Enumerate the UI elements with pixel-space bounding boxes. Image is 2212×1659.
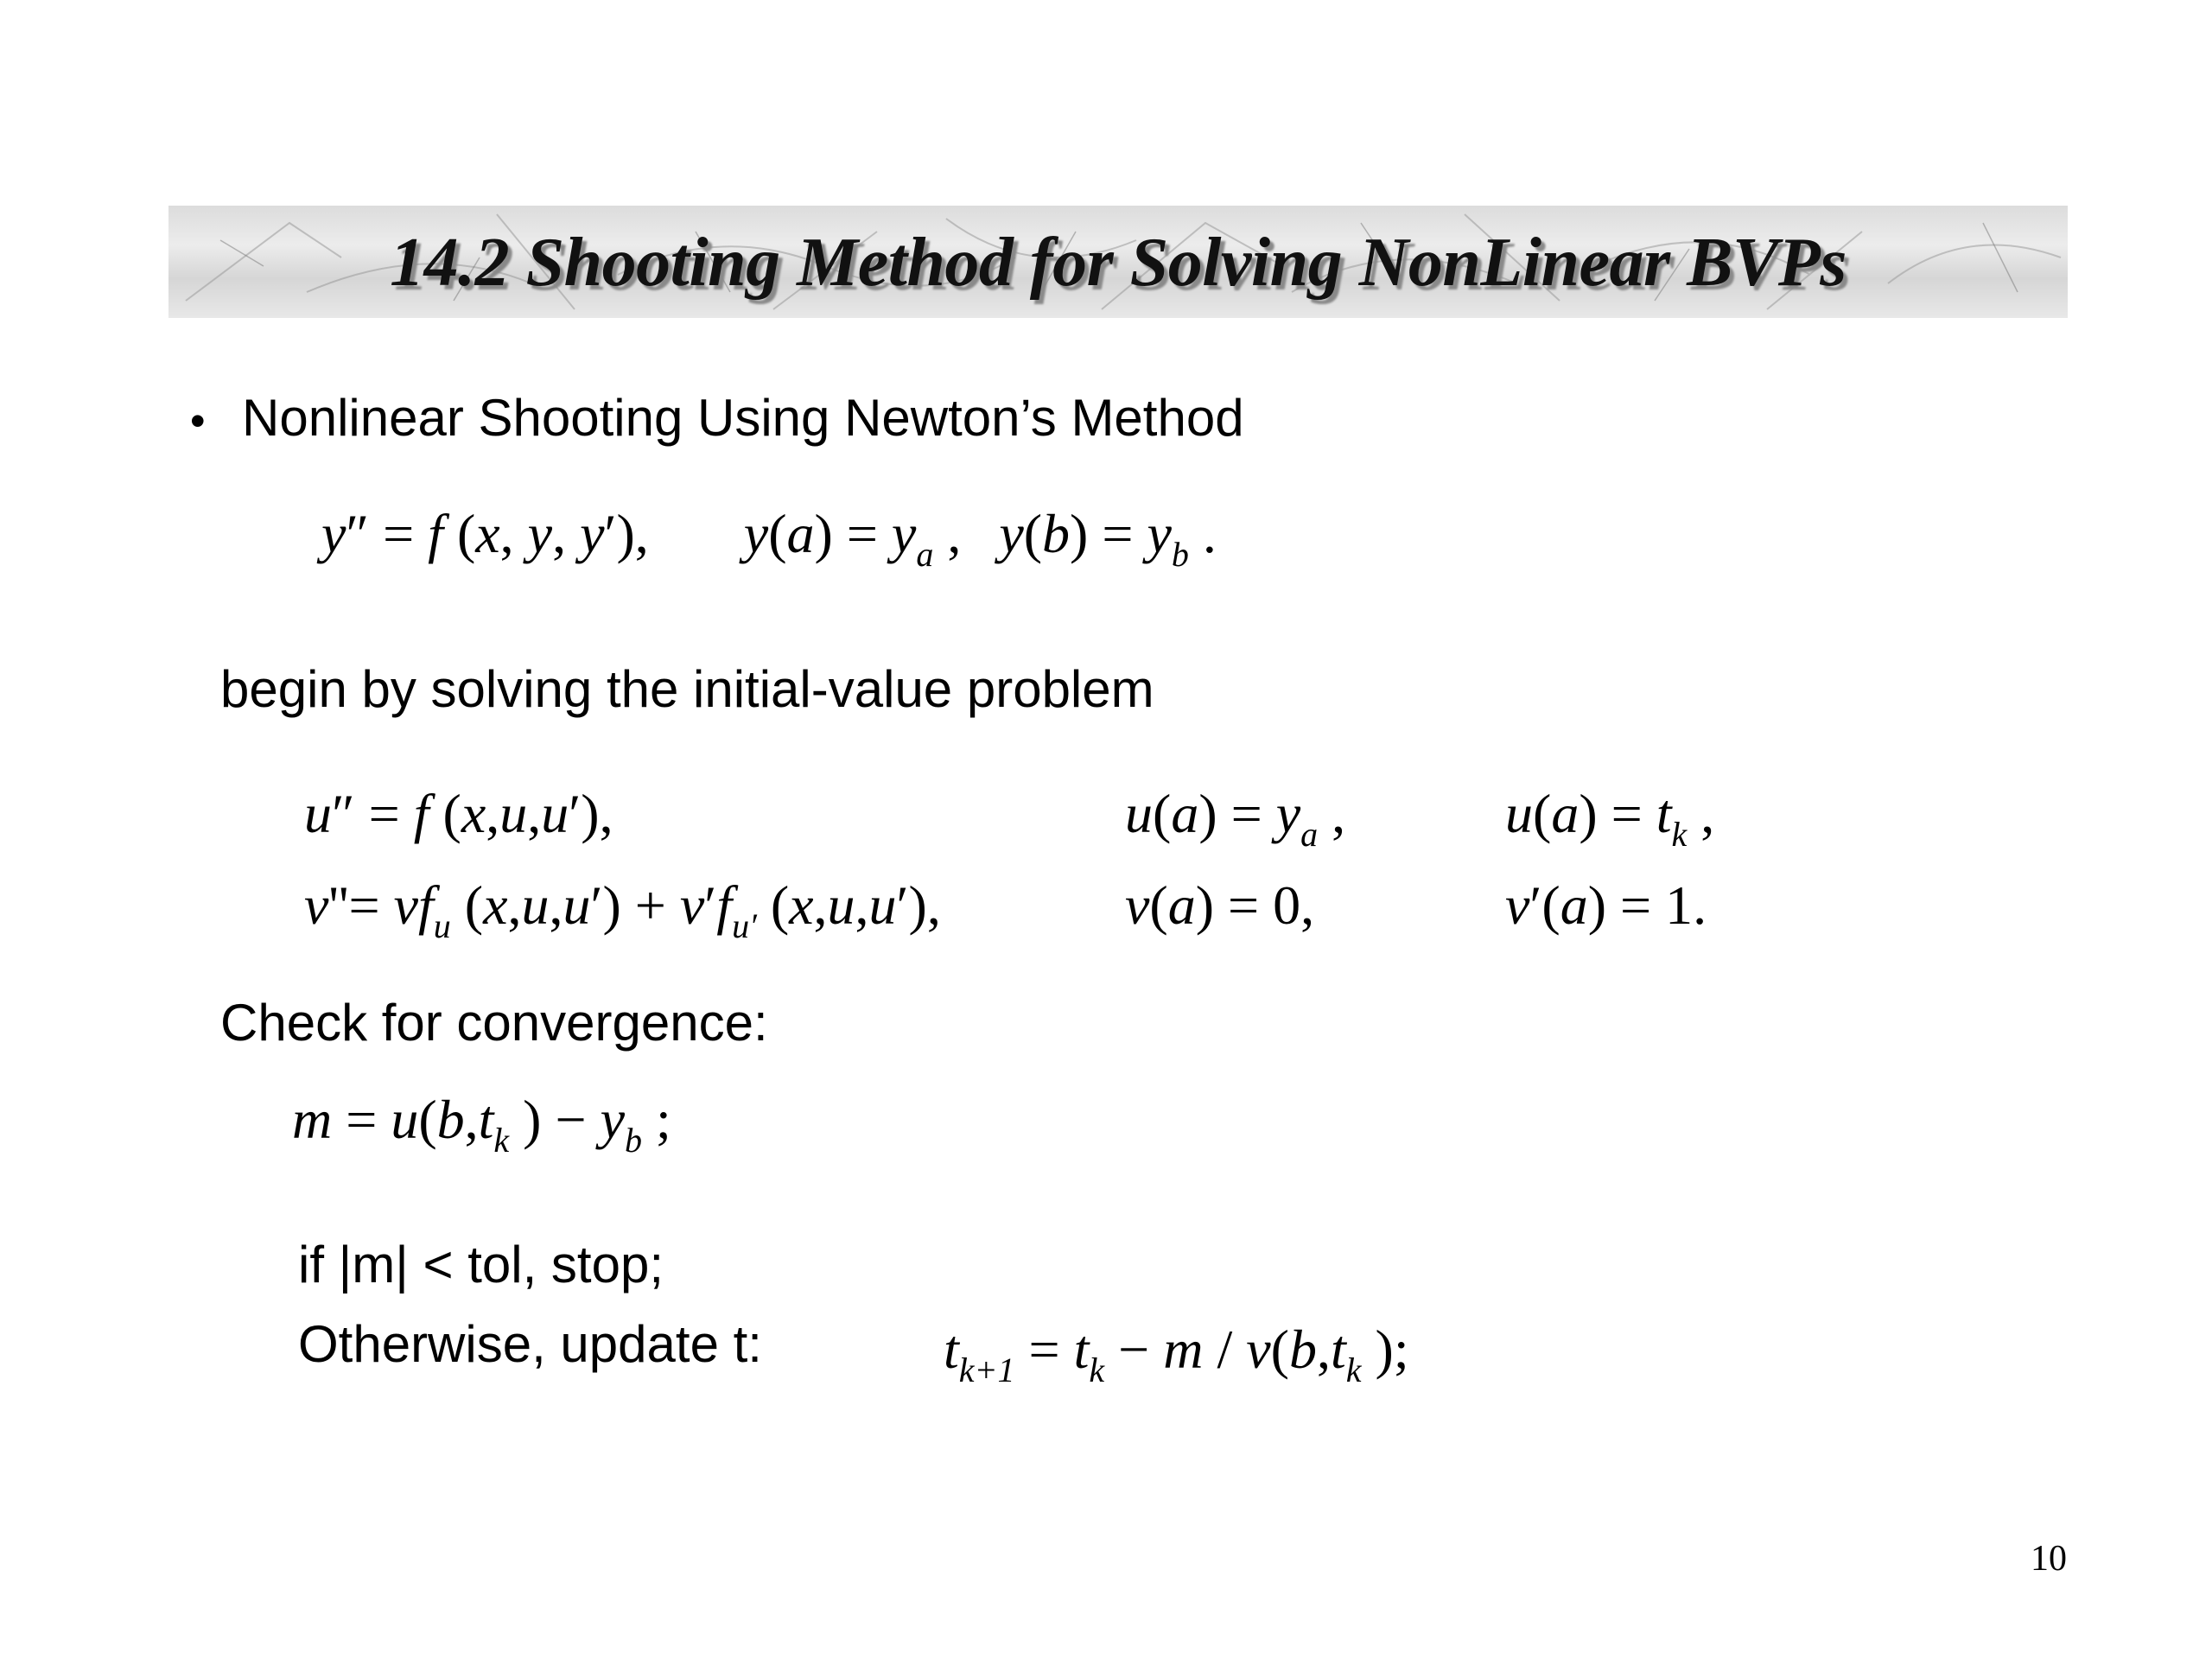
bullet-item — [190, 387, 1244, 452]
title-banner — [168, 206, 2068, 318]
equation-u-bc2: $u(a) = t_k$ , — [1505, 783, 1715, 854]
equation-v-bc2: v′(a) = 1. — [1505, 874, 1707, 936]
equation-v: $v''= vf_u$ $(x,u,u') + v'f_{u'}$ (x,u,u′), — [304, 874, 941, 945]
equation-v-bc1: v(a) = 0, — [1125, 874, 1315, 936]
bullet-text: Nonlinear Shooting Using Newton’s Method — [242, 389, 1244, 447]
text-stop: if |m| < tol, stop; — [298, 1236, 664, 1294]
text-update: Otherwise, update t: — [298, 1315, 762, 1373]
text-ivp: begin by solving the initial-value problem — [220, 660, 1154, 718]
equation-m: $m = u(b,t_k$ ) − $y_b$ ; — [292, 1089, 671, 1160]
page-number: 10 — [2031, 1539, 2067, 1579]
text-check: Check for convergence: — [220, 994, 768, 1052]
equation-u-bc1: $u(a) = y_a$ , — [1125, 783, 1346, 854]
bullet-marker: • — [190, 397, 206, 445]
slide-title: 14.2 Shooting Method for Solving NonLinear BVPs — [390, 225, 1847, 301]
equation-bvp: y″ = f (x, y, y′), $y(a) = y_a$ , $y(b) = y_b$ . — [321, 503, 1217, 574]
equation-update: $t_{k+1} = t_k - m / v(b,t_k$ ); — [944, 1319, 1409, 1389]
equation-u: u″ = f (x,u,u′), — [304, 783, 613, 844]
